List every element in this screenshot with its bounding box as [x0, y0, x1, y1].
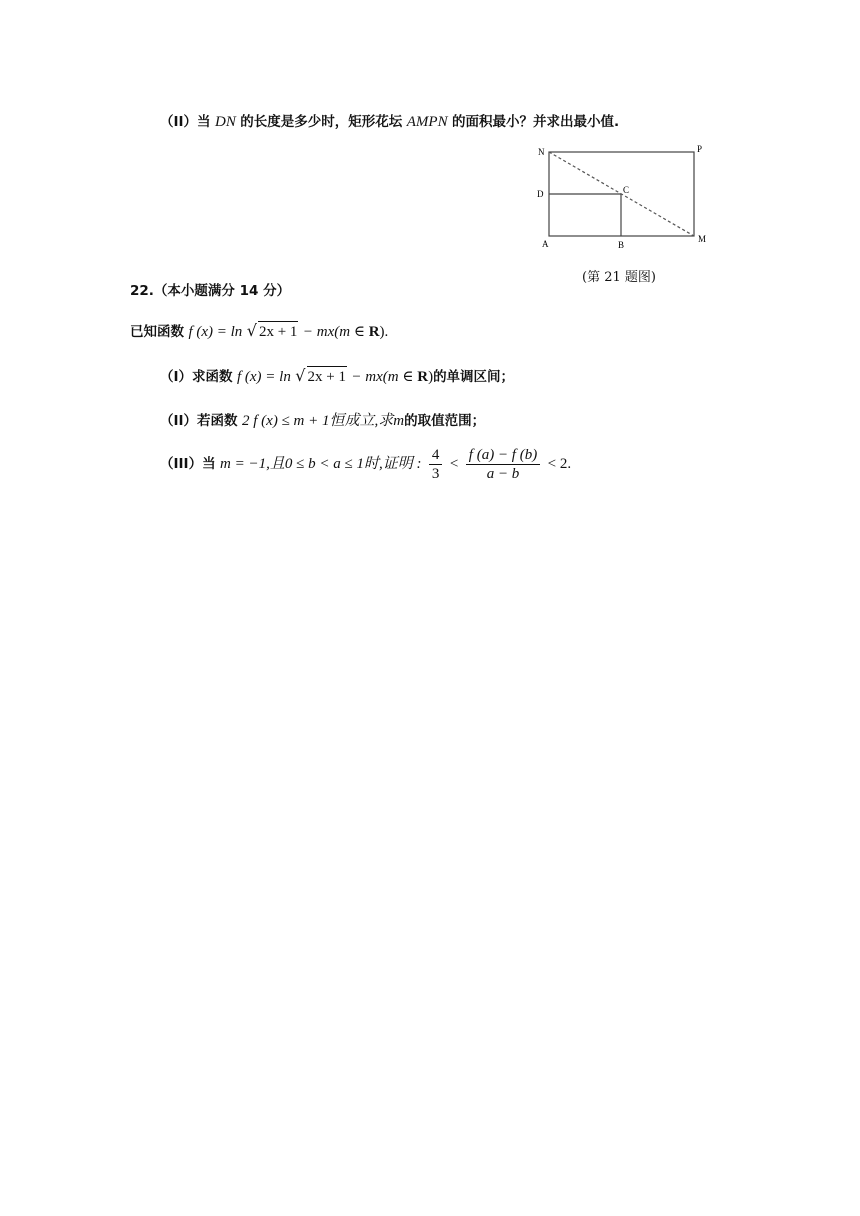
q21-figure-caption: (第 21 题图)	[582, 270, 656, 285]
sqrt-sign: √	[295, 366, 306, 385]
q22-part1-suffix: 的单调区间；	[433, 369, 515, 385]
fraction-difference-quotient	[466, 446, 540, 483]
q21-part2-mid: 的长度是多少时，矩形花坛	[240, 114, 403, 130]
q21-figure-diagram	[530, 140, 720, 252]
q22-part2-prefix: （II）若函数	[160, 413, 238, 429]
label-p: P	[697, 144, 703, 154]
q22-part3-math: m = −1,且0 ≤ b < a ≤ 1时,证明 :	[220, 456, 422, 472]
fraction-denominator: 3	[431, 465, 440, 482]
label-b: B	[618, 240, 625, 250]
q22-stem-prefix: 已知函数	[130, 324, 184, 340]
q22-stem-rest: − mx(m ∈	[302, 324, 369, 340]
q21-part2-prefix: （II）当	[160, 114, 211, 130]
q21-part2-suffix: 的面积最小？并求出最小值.	[452, 114, 620, 130]
q22-stem-real-set: R	[368, 324, 380, 340]
fraction-numerator: f (a) − f (b)	[466, 446, 540, 465]
q22-stem-fx: f (x) = ln	[188, 324, 243, 340]
q22-part2-suffix: 的取值范围；	[404, 413, 486, 429]
q22-part1-prefix: （I）求函数	[160, 369, 233, 385]
q22-part3-prefix: （III）当	[160, 456, 216, 472]
label-d: D	[537, 189, 544, 199]
fraction-four-thirds	[429, 446, 443, 483]
label-c: C	[623, 185, 630, 195]
q22-header-text: 22.（本小题满分 14 分）	[130, 283, 291, 299]
q22-part1	[160, 366, 514, 387]
q22-stem	[130, 321, 388, 342]
q22-part1-close: )	[428, 369, 434, 385]
q22-stem-end: ).	[379, 324, 389, 340]
q21-part2-var-dn: DN	[215, 114, 236, 130]
label-a: A	[542, 239, 549, 249]
fraction-numerator: 4	[429, 446, 443, 465]
q22-part2-math: 2 f (x) ≤ m + 1恒成立,求m	[242, 413, 405, 429]
less-than-sign: <	[449, 456, 459, 472]
q22-part2	[160, 411, 485, 431]
q22-part1-rest: − mx(m ∈	[351, 369, 418, 385]
q21-part2-line	[160, 112, 619, 132]
fraction-denominator: a − b	[486, 465, 520, 482]
sqrt-sign: √	[246, 321, 257, 340]
q21-part2-var-ampn: AMPN	[406, 114, 448, 130]
label-m: M	[698, 234, 707, 244]
q22-part3	[160, 444, 571, 484]
label-n: N	[538, 147, 545, 157]
q22-part1-radicand: 2x + 1	[307, 366, 347, 387]
q21-figure	[530, 140, 720, 252]
q22-part1-real-set: R	[417, 369, 429, 385]
q22-header	[130, 281, 290, 301]
q22-part1-fx: f (x) = ln	[236, 369, 291, 385]
q22-part3-tail: < 2.	[547, 456, 572, 472]
q22-stem-radicand: 2x + 1	[258, 321, 298, 342]
